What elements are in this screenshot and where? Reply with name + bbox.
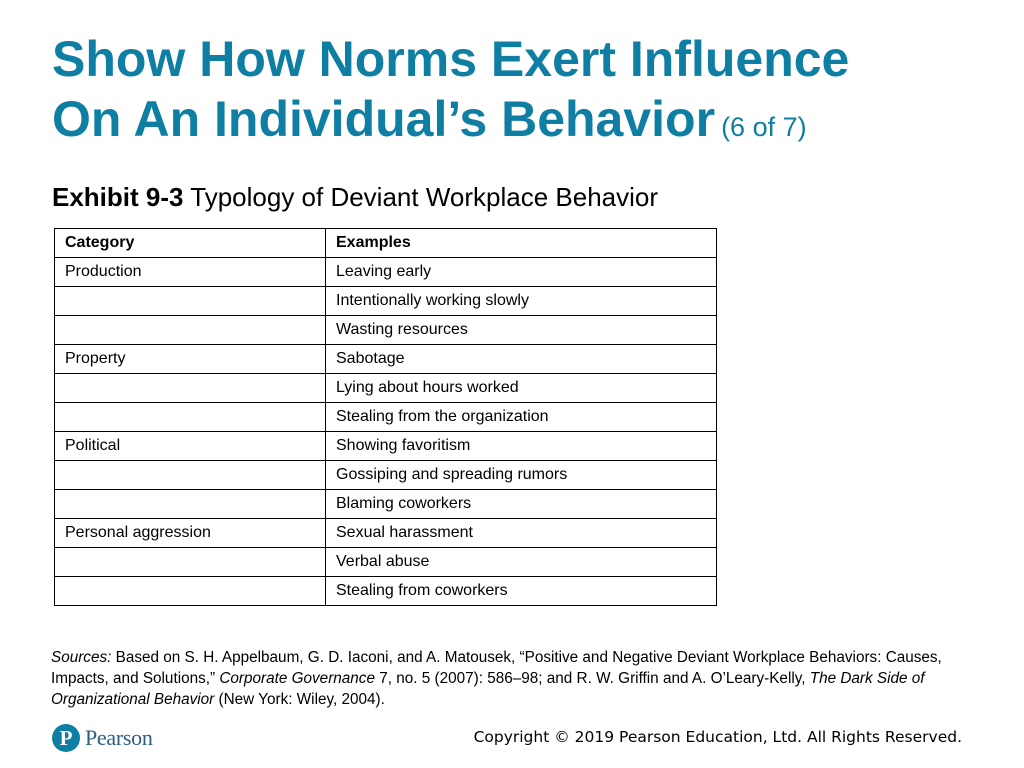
category-cell xyxy=(55,577,326,606)
example-cell: Wasting resources xyxy=(326,316,717,345)
header-examples: Examples xyxy=(326,229,717,258)
sources-label: Sources: xyxy=(51,649,112,666)
table-row xyxy=(55,287,717,316)
sources-note xyxy=(51,647,956,710)
example-cell: Lying about hours worked xyxy=(326,374,717,403)
example-cell: Leaving early xyxy=(326,258,717,287)
category-cell xyxy=(55,316,326,345)
table-row xyxy=(55,258,717,287)
category-cell xyxy=(55,287,326,316)
copyright-notice: Copyright © 2019 Pearson Education, Ltd. All Rights Reserved. xyxy=(473,728,962,746)
example-cell: Stealing from coworkers xyxy=(326,577,717,606)
table-row xyxy=(55,345,717,374)
example-cell: Showing favoritism xyxy=(326,432,717,461)
exhibit-number: Exhibit 9-3 xyxy=(52,182,184,212)
sources-text-2: 7, no. 5 (2007): 586–98; and R. W. Griffin and A. O’Leary-Kelly, xyxy=(374,670,810,687)
slide-title-line-2-text: On An Individual’s Behavior xyxy=(52,91,716,147)
category-cell xyxy=(55,403,326,432)
slide-title xyxy=(52,29,992,157)
sources-journal-title: Corporate Governance xyxy=(219,670,375,687)
table-row xyxy=(55,490,717,519)
example-cell: Sabotage xyxy=(326,345,717,374)
category-cell: Personal aggression xyxy=(55,519,326,548)
deviant-behavior-table xyxy=(54,228,717,606)
example-cell: Blaming coworkers xyxy=(326,490,717,519)
slide-title-line-1: Show How Norms Exert Influence xyxy=(52,31,850,87)
table-row xyxy=(55,548,717,577)
category-cell: Political xyxy=(55,432,326,461)
pearson-logo-icon: P xyxy=(52,724,80,752)
slide-title-line-2 xyxy=(52,89,992,157)
table-row xyxy=(55,461,717,490)
sources-book-title: The Dark Side of Organizational Behavior xyxy=(51,670,925,708)
table-row xyxy=(55,519,717,548)
category-cell xyxy=(55,461,326,490)
example-cell: Sexual harassment xyxy=(326,519,717,548)
table-row xyxy=(55,374,717,403)
category-cell: Property xyxy=(55,345,326,374)
category-cell: Production xyxy=(55,258,326,287)
header-category: Category xyxy=(55,229,326,258)
example-cell: Stealing from the organization xyxy=(326,403,717,432)
sources-text-1: Based on S. H. Appelbaum, G. D. Iaconi, and A. Matousek, “Positive and Negative Deviant Workplace Behaviors: Causes, Impacts, and Solutions,” xyxy=(51,649,942,687)
pearson-logo-text: Pearson xyxy=(85,724,153,750)
exhibit-caption: Typology of Deviant Workplace Behavior xyxy=(190,182,659,212)
example-cell: Intentionally working slowly xyxy=(326,287,717,316)
category-cell xyxy=(55,548,326,577)
example-cell: Gossiping and spreading rumors xyxy=(326,461,717,490)
slide-count: (6 of 7) xyxy=(721,112,807,142)
table-row xyxy=(55,316,717,345)
pearson-logo xyxy=(52,722,153,753)
table-header-row xyxy=(55,229,717,258)
category-cell xyxy=(55,490,326,519)
sources-text-3: (New York: Wiley, 2004). xyxy=(214,691,385,708)
example-cell: Verbal abuse xyxy=(326,548,717,577)
table-row xyxy=(55,403,717,432)
exhibit-heading xyxy=(52,181,658,213)
table-row xyxy=(55,432,717,461)
table-row xyxy=(55,577,717,606)
category-cell xyxy=(55,374,326,403)
